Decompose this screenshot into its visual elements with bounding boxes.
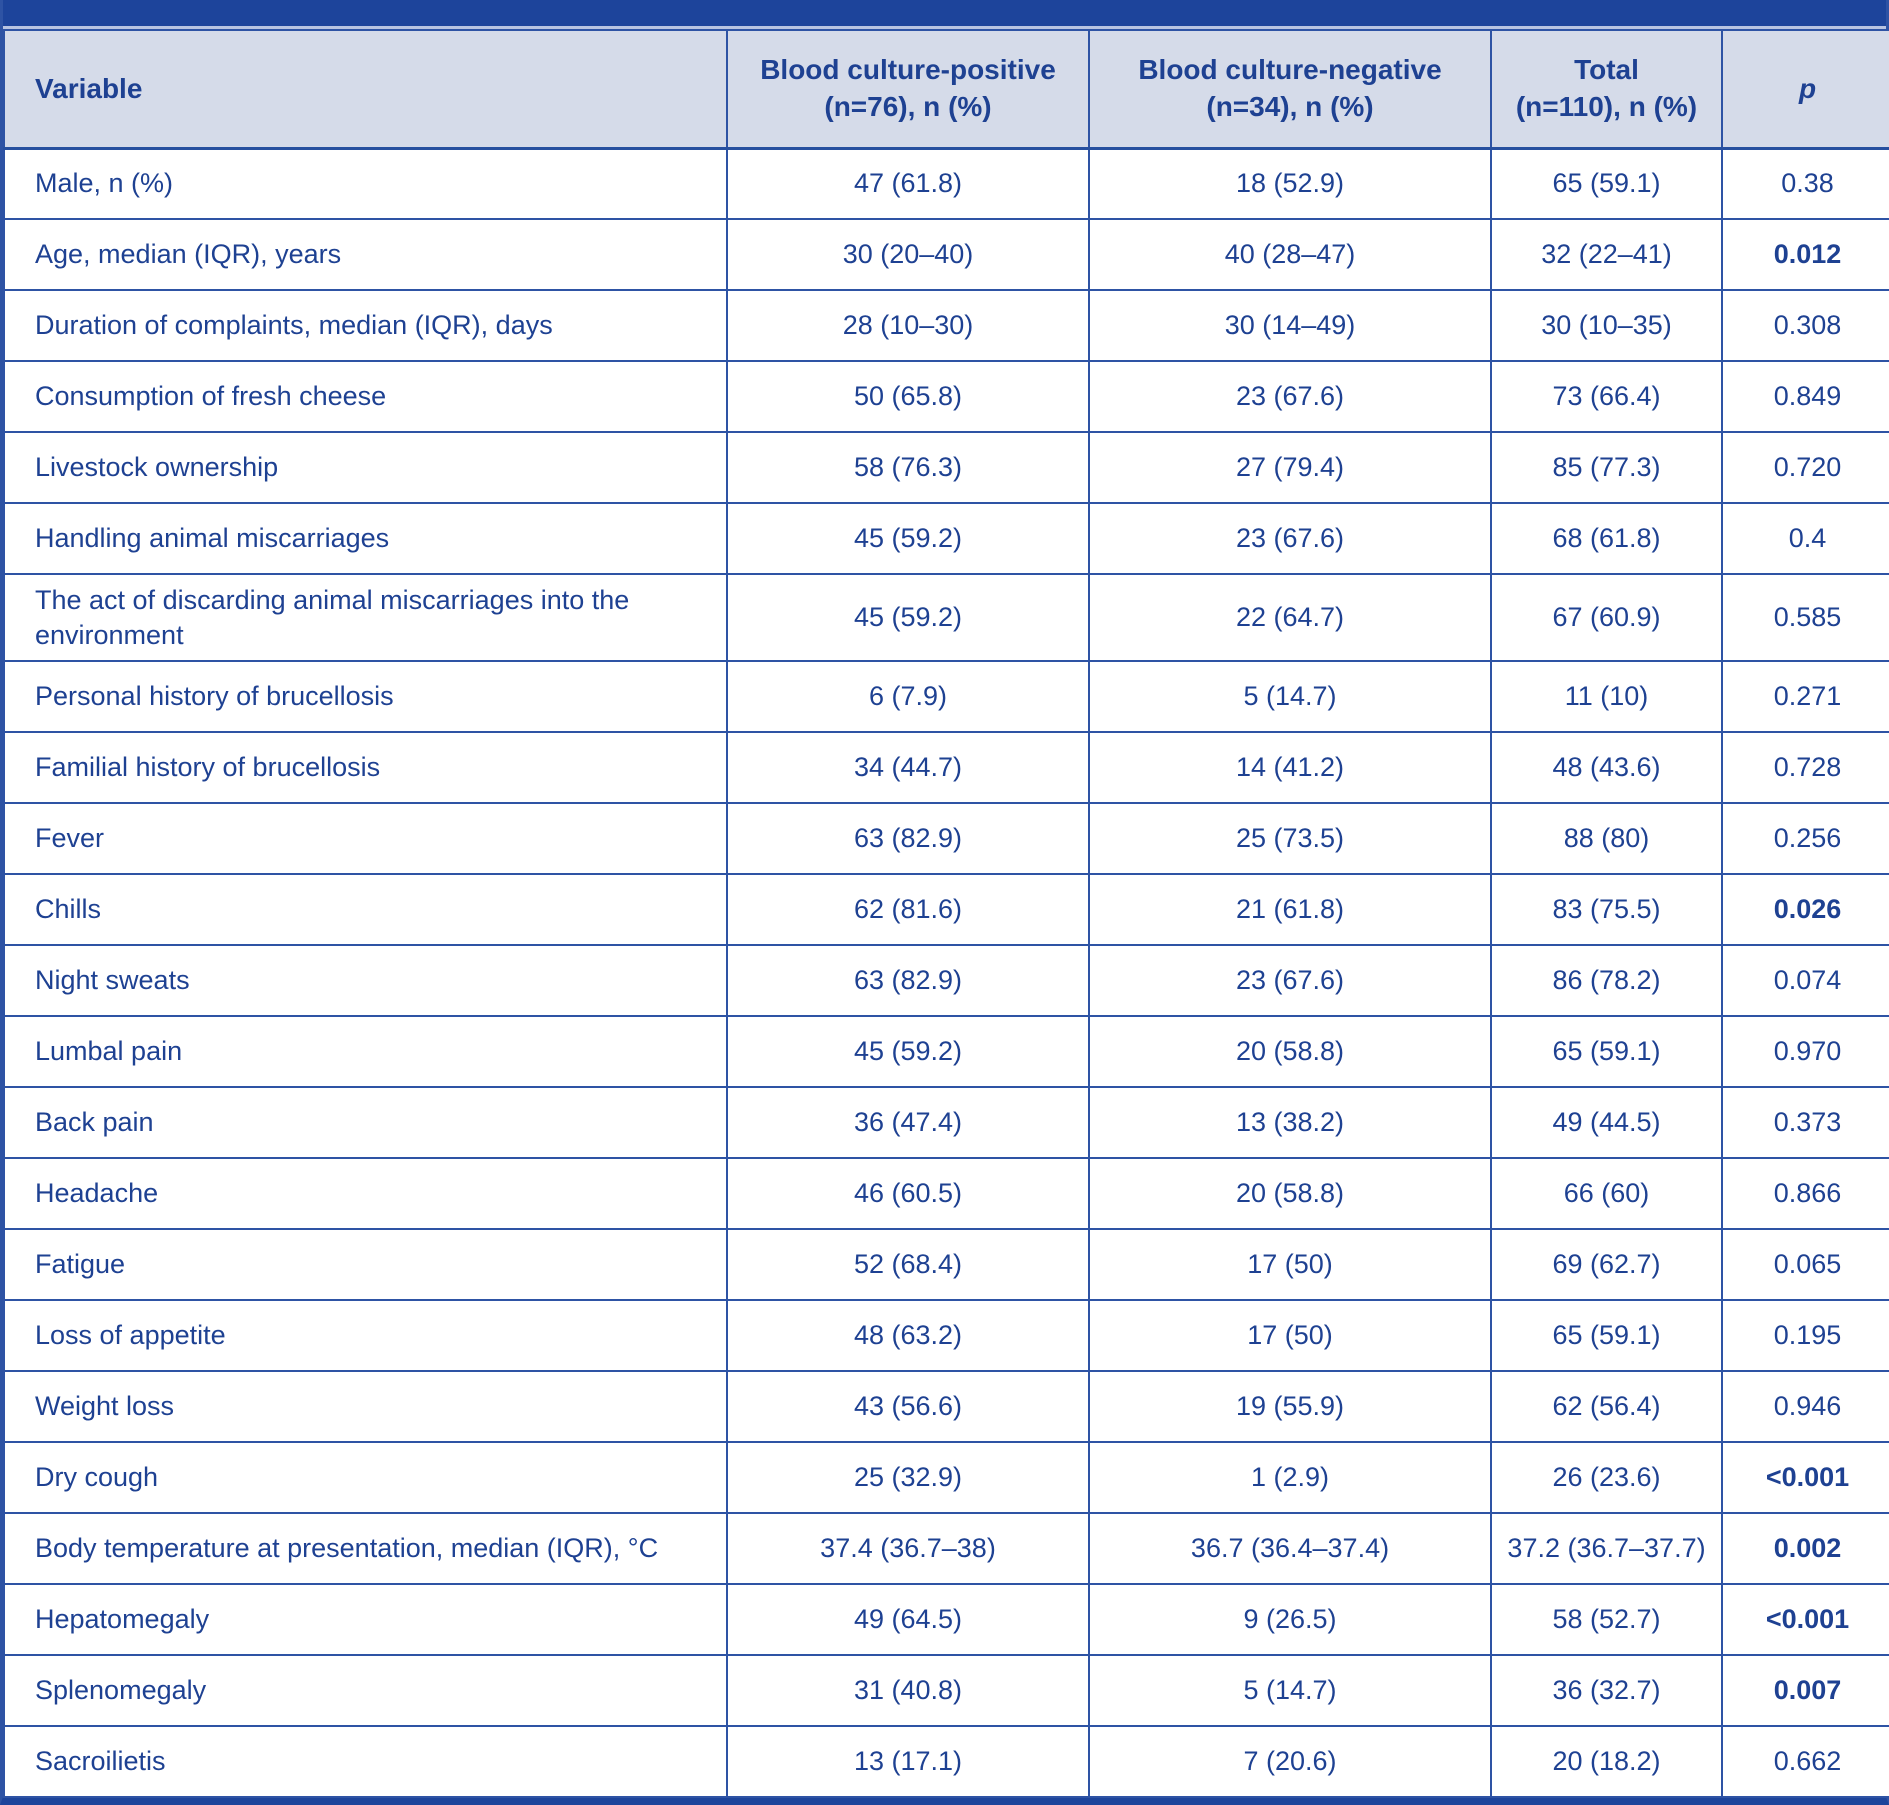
variable-cell: Personal history of brucellosis [4, 661, 727, 732]
positive-cell: 46 (60.5) [727, 1158, 1089, 1229]
positive-cell: 62 (81.6) [727, 874, 1089, 945]
column-header-p-value [1722, 30, 1889, 148]
positive-cell: 43 (56.6) [727, 1371, 1089, 1442]
p-value-cell: 0.662 [1722, 1726, 1889, 1797]
variable-cell: Handling animal miscarriages [4, 503, 727, 574]
column-header-variable [4, 30, 727, 148]
variable-cell: Headache [4, 1158, 727, 1229]
table-row [4, 1513, 1889, 1584]
p-value-cell: <0.001 [1722, 1584, 1889, 1655]
negative-cell: 1 (2.9) [1089, 1442, 1491, 1513]
header-label: Variable [35, 72, 143, 104]
positive-cell: 37.4 (36.7–38) [727, 1513, 1089, 1584]
negative-cell: 14 (41.2) [1089, 732, 1491, 803]
header-label: p [1798, 72, 1817, 104]
negative-cell: 27 (79.4) [1089, 432, 1491, 503]
negative-cell: 5 (14.7) [1089, 1655, 1491, 1726]
variable-cell: Hepatomegaly [4, 1584, 727, 1655]
total-cell: 66 (60) [1491, 1158, 1722, 1229]
p-value-cell: 0.970 [1722, 1016, 1889, 1087]
negative-cell: 7 (20.6) [1089, 1726, 1491, 1797]
table-row [4, 503, 1889, 574]
total-cell: 69 (62.7) [1491, 1229, 1722, 1300]
variable-cell: Body temperature at presentation, median (IQR), °C [4, 1513, 727, 1584]
p-value-cell: 0.271 [1722, 661, 1889, 732]
total-cell: 26 (23.6) [1491, 1442, 1722, 1513]
table-row [4, 732, 1889, 803]
variable-cell: Night sweats [4, 945, 727, 1016]
table-body [4, 148, 1889, 1797]
negative-cell: 9 (26.5) [1089, 1584, 1491, 1655]
positive-cell: 45 (59.2) [727, 574, 1089, 661]
variable-cell: Consumption of fresh cheese [4, 361, 727, 432]
p-value-cell: 0.720 [1722, 432, 1889, 503]
variable-cell: Loss of appetite [4, 1300, 727, 1371]
negative-cell: 13 (38.2) [1089, 1087, 1491, 1158]
negative-cell: 23 (67.6) [1089, 945, 1491, 1016]
variable-cell: Fatigue [4, 1229, 727, 1300]
total-cell: 73 (66.4) [1491, 361, 1722, 432]
table-row [4, 574, 1889, 661]
total-cell: 48 (43.6) [1491, 732, 1722, 803]
table-row [4, 219, 1889, 290]
total-cell: 65 (59.1) [1491, 1016, 1722, 1087]
table-row [4, 803, 1889, 874]
total-cell: 32 (22–41) [1491, 219, 1722, 290]
total-cell: 88 (80) [1491, 803, 1722, 874]
table-header-row [4, 30, 1889, 148]
positive-cell: 30 (20–40) [727, 219, 1089, 290]
p-value-cell: 0.012 [1722, 219, 1889, 290]
positive-cell: 52 (68.4) [727, 1229, 1089, 1300]
total-cell: 65 (59.1) [1491, 148, 1722, 219]
total-cell: 83 (75.5) [1491, 874, 1722, 945]
table-top-bar [3, 0, 1886, 29]
p-value-cell: 0.002 [1722, 1513, 1889, 1584]
total-cell: 65 (59.1) [1491, 1300, 1722, 1371]
header-label: (n=34), n (%) [1206, 90, 1374, 122]
variable-cell: Fever [4, 803, 727, 874]
variable-cell: Livestock ownership [4, 432, 727, 503]
table-row [4, 148, 1889, 219]
total-cell: 49 (44.5) [1491, 1087, 1722, 1158]
table-row [4, 1371, 1889, 1442]
variable-cell: Duration of complaints, median (IQR), days [4, 290, 727, 361]
p-value-cell: 0.585 [1722, 574, 1889, 661]
p-value-cell: 0.4 [1722, 503, 1889, 574]
total-cell: 36 (32.7) [1491, 1655, 1722, 1726]
total-cell: 67 (60.9) [1491, 574, 1722, 661]
table-row [4, 1655, 1889, 1726]
variable-cell: Splenomegaly [4, 1655, 727, 1726]
negative-cell: 18 (52.9) [1089, 148, 1491, 219]
positive-cell: 58 (76.3) [727, 432, 1089, 503]
p-value-cell: 0.007 [1722, 1655, 1889, 1726]
variable-cell: Familial history of brucellosis [4, 732, 727, 803]
header-label: (n=110), n (%) [1515, 90, 1698, 122]
variable-cell: Male, n (%) [4, 148, 727, 219]
positive-cell: 63 (82.9) [727, 945, 1089, 1016]
variable-cell: Dry cough [4, 1442, 727, 1513]
p-value-cell: 0.849 [1722, 361, 1889, 432]
positive-cell: 47 (61.8) [727, 148, 1089, 219]
p-value-cell: 0.946 [1722, 1371, 1889, 1442]
variable-cell: Lumbal pain [4, 1016, 727, 1087]
total-cell: 20 (18.2) [1491, 1726, 1722, 1797]
negative-cell: 25 (73.5) [1089, 803, 1491, 874]
variable-cell: Sacroilietis [4, 1726, 727, 1797]
header-label: Blood culture-negative [1138, 54, 1442, 86]
positive-cell: 34 (44.7) [727, 732, 1089, 803]
positive-cell: 28 (10–30) [727, 290, 1089, 361]
header-label: Blood culture-positive [760, 54, 1056, 86]
p-value-cell: 0.065 [1722, 1229, 1889, 1300]
table-row [4, 1584, 1889, 1655]
positive-cell: 36 (47.4) [727, 1087, 1089, 1158]
negative-cell: 17 (50) [1089, 1229, 1491, 1300]
positive-cell: 31 (40.8) [727, 1655, 1089, 1726]
table-row [4, 1158, 1889, 1229]
variable-cell: Chills [4, 874, 727, 945]
header-label: (n=76), n (%) [824, 90, 992, 122]
table-row [4, 661, 1889, 732]
p-value-cell: 0.195 [1722, 1300, 1889, 1371]
p-value-cell: 0.308 [1722, 290, 1889, 361]
variable-cell: The act of discarding animal miscarriages into the environment [4, 574, 727, 661]
total-cell: 68 (61.8) [1491, 503, 1722, 574]
column-header-culture-positive [727, 30, 1089, 148]
column-header-total [1491, 30, 1722, 148]
table-row [4, 945, 1889, 1016]
positive-cell: 25 (32.9) [727, 1442, 1089, 1513]
table-row [4, 432, 1889, 503]
negative-cell: 17 (50) [1089, 1300, 1491, 1371]
positive-cell: 49 (64.5) [727, 1584, 1089, 1655]
positive-cell: 45 (59.2) [727, 503, 1089, 574]
negative-cell: 23 (67.6) [1089, 361, 1491, 432]
positive-cell: 45 (59.2) [727, 1016, 1089, 1087]
negative-cell: 5 (14.7) [1089, 661, 1491, 732]
p-value-cell: 0.074 [1722, 945, 1889, 1016]
variable-cell: Weight loss [4, 1371, 727, 1442]
positive-cell: 48 (63.2) [727, 1300, 1089, 1371]
table-row [4, 1726, 1889, 1797]
table-row [4, 1300, 1889, 1371]
p-value-cell: 0.38 [1722, 148, 1889, 219]
table-row [4, 1229, 1889, 1300]
positive-cell: 6 (7.9) [727, 661, 1089, 732]
negative-cell: 19 (55.9) [1089, 1371, 1491, 1442]
p-value-cell: 0.373 [1722, 1087, 1889, 1158]
table-row [4, 1087, 1889, 1158]
p-value-cell: <0.001 [1722, 1442, 1889, 1513]
patient-characteristics-table [3, 29, 1889, 1798]
column-header-culture-negative [1089, 30, 1491, 148]
p-value-cell: 0.026 [1722, 874, 1889, 945]
table-row [4, 290, 1889, 361]
variable-cell: Back pain [4, 1087, 727, 1158]
table-row [4, 361, 1889, 432]
positive-cell: 50 (65.8) [727, 361, 1089, 432]
table-row [4, 1442, 1889, 1513]
negative-cell: 20 (58.8) [1089, 1016, 1491, 1087]
p-value-cell: 0.866 [1722, 1158, 1889, 1229]
negative-cell: 21 (61.8) [1089, 874, 1491, 945]
negative-cell: 20 (58.8) [1089, 1158, 1491, 1229]
positive-cell: 63 (82.9) [727, 803, 1089, 874]
positive-cell: 13 (17.1) [727, 1726, 1089, 1797]
negative-cell: 22 (64.7) [1089, 574, 1491, 661]
table-row [4, 1016, 1889, 1087]
total-cell: 58 (52.7) [1491, 1584, 1722, 1655]
negative-cell: 23 (67.6) [1089, 503, 1491, 574]
total-cell: 86 (78.2) [1491, 945, 1722, 1016]
total-cell: 11 (10) [1491, 661, 1722, 732]
total-cell: 30 (10–35) [1491, 290, 1722, 361]
negative-cell: 36.7 (36.4–37.4) [1089, 1513, 1491, 1584]
header-label: Total [1574, 54, 1639, 86]
p-value-cell: 0.256 [1722, 803, 1889, 874]
total-cell: 62 (56.4) [1491, 1371, 1722, 1442]
total-cell: 37.2 (36.7–37.7) [1491, 1513, 1722, 1584]
table-row [4, 874, 1889, 945]
total-cell: 85 (77.3) [1491, 432, 1722, 503]
variable-cell: Age, median (IQR), years [4, 219, 727, 290]
negative-cell: 30 (14–49) [1089, 290, 1491, 361]
p-value-cell: 0.728 [1722, 732, 1889, 803]
negative-cell: 40 (28–47) [1089, 219, 1491, 290]
